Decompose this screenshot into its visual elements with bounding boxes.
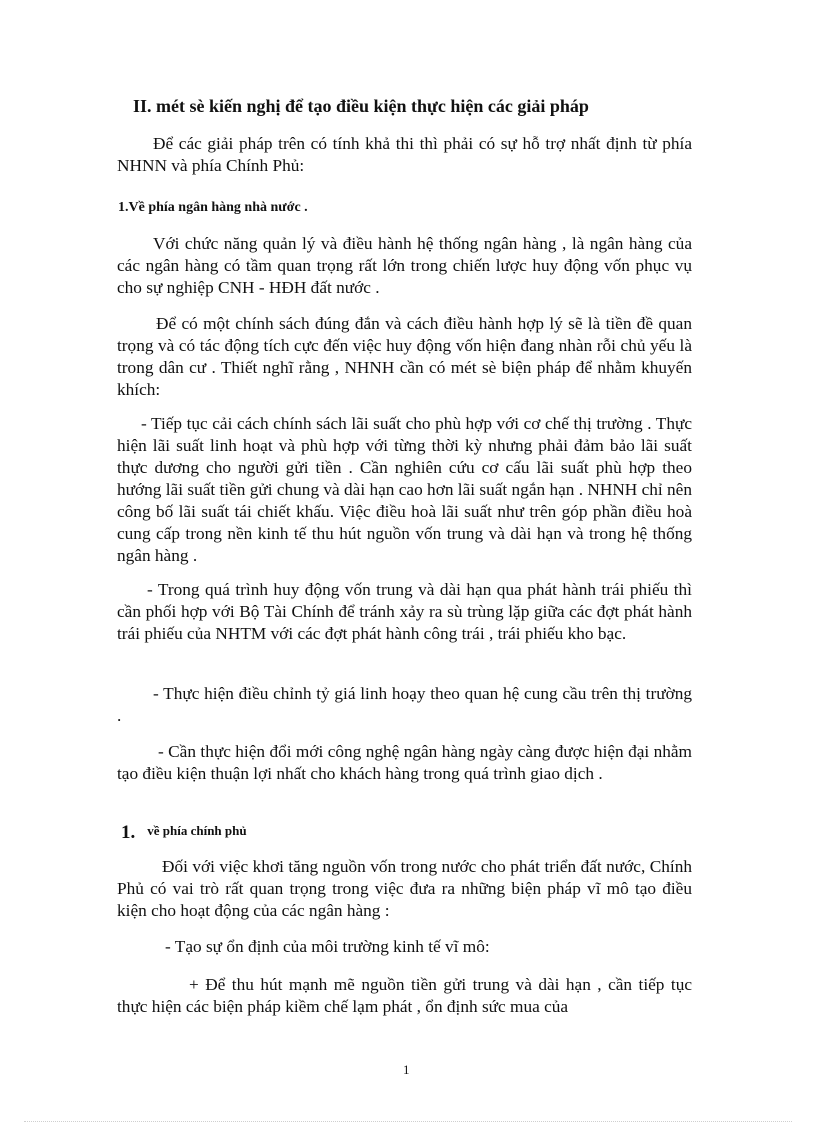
section2-title-text: về phía chính phủ (147, 823, 247, 838)
paragraph: - Trong quá trình huy động vốn trung và dài hạn qua phát hành trái phiếu thì cần phối hợp với Bộ Tài Chính để tránh xảy ra sù trùng lặp giữa các đợt phát hành trái phiếu của NHTM với các đợt phát hành công trái , trái phiếu kho bạc. (117, 580, 692, 643)
page-number: 1 (403, 1062, 410, 1077)
paragraph: Đối với việc khơi tăng nguồn vốn trong nước cho phát triển đất nước, Chính Phủ có vai trò rất quan trọng trong việc đưa ra những biện pháp vĩ mô tạo điều kiện cho hoạt động của các ngân hàng : (117, 857, 692, 920)
paragraph: - Thực hiện điều chỉnh tỷ giá linh hoạy theo quan hệ cung cầu trên thị trường . (117, 684, 692, 725)
section2-title (121, 822, 247, 844)
intro-paragraph: Để các giải pháp trên có tính khả thi thì phải có sự hỗ trợ nhất định từ phía NHNN và phía Chính Phủ: (117, 134, 692, 175)
paragraph: Để có một chính sách đúng đắn và cách điều hành hợp lý sẽ là tiền đề quan trọng và có tác động tích cực đến việc huy động vốn hiện đang nhàn rỗi chủ yếu là trong dân cư . Thiết nghĩ rằng , NHNH cần có mét sè biện pháp để nhằm khuyến khích: (117, 314, 692, 399)
paragraph: - Tiếp tục cải cách chính sách lãi suất cho phù hợp với cơ chế thị trường . Thực hiện lãi suất linh hoạt và phù hợp với từng thời kỳ nhưng phải đảm bảo lãi suất thực dương cho người gửi tiền . Cần nghiên cứu cơ cấu lãi suất phù hợp theo hướng lãi suất tiền gửi chung và dài hạn cao hơn lãi suất ngắn hạn . NHNH chỉ nên công bố lãi suất tái chiết khấu. Việc điều hoà lãi suất như trên góp phần điều hoà cung cấp trong nền kinh tế thu hút nguồn vốn trung và dài hạn và trong hệ thống ngân hàng . (117, 414, 692, 565)
page-bottom-divider (24, 1121, 792, 1122)
paragraph: - Tạo sự ổn định của môi trường kinh tế vĩ mô: (165, 937, 490, 956)
section2-number: 1. (121, 822, 136, 843)
section-heading: II. mét sè kiến nghị để tạo điều kiện thực hiện các giải pháp (133, 96, 589, 116)
section1-title: 1.Về phía ngân hàng nhà nước . (118, 200, 308, 215)
paragraph: + Để thu hút mạnh mẽ nguồn tiền gửi trung và dài hạn , cần tiếp tục thực hiện các biện pháp kiềm chế lạm phát , ổn định sức mua của (117, 975, 692, 1016)
paragraph: - Cần thực hiện đổi mới công nghệ ngân hàng ngày càng được hiện đại nhằm tạo điều kiện thuận lợi nhất cho khách hàng trong quá trình giao dịch . (117, 742, 692, 783)
paragraph: Với chức năng quản lý và điều hành hệ thống ngân hàng , là ngân hàng của các ngân hàng có tầm quan trọng rất lớn trong chiến lược huy động vốn phục vụ cho sự nghiệp CNH - HĐH đất nước . (117, 234, 692, 297)
